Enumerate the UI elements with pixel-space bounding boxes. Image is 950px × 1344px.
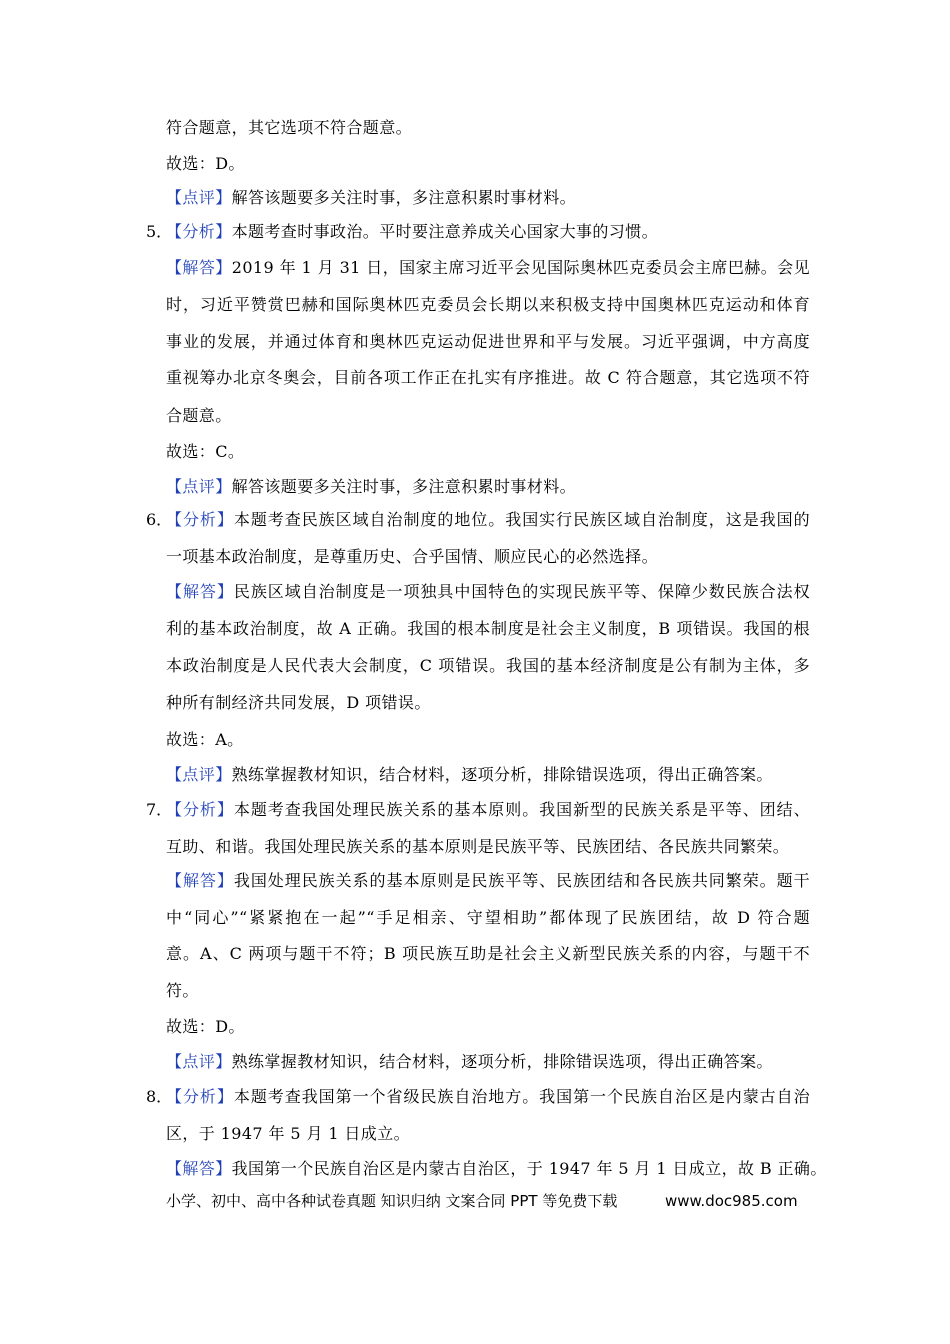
text-line bbox=[166, 117, 810, 139]
text-line bbox=[166, 1016, 810, 1038]
line-text: 故选：C。 bbox=[166, 442, 245, 461]
line-text: 本题考查我国第一个省级民族自治地方。我国第一个民族自治区是内蒙古自治 bbox=[233, 1087, 810, 1106]
footer-text: 小学、初中、高中各种试卷真题 知识归纳 文案合同 PPT 等免费下载 bbox=[166, 1192, 618, 1210]
line-text: 时，习近平赞赏巴赫和国际奥林匹克委员会长期以来积极支持中国奥林匹克运动和体育 bbox=[166, 295, 810, 314]
line-text: 故选：A。 bbox=[166, 730, 244, 749]
question-number: 6． bbox=[146, 510, 173, 529]
text-line bbox=[166, 581, 810, 603]
text-line bbox=[166, 907, 810, 929]
text-line bbox=[166, 221, 810, 243]
line-text: 我国第一个民族自治区是内蒙古自治区，于 1947 年 5 月 1 日成立，故 B 正确。 bbox=[231, 1159, 827, 1178]
text-line bbox=[166, 764, 810, 786]
line-text: 本政治制度是人民代表大会制度，C 项错误。我国的基本经济制度是公有制为主体，多 bbox=[166, 656, 810, 675]
line-text: 符合题意，其它选项不符合题意。 bbox=[166, 118, 413, 137]
text-line bbox=[166, 441, 810, 463]
text-line bbox=[166, 331, 810, 353]
text-line bbox=[166, 655, 810, 677]
text-line bbox=[166, 546, 810, 568]
text-line bbox=[166, 153, 810, 175]
text-line bbox=[166, 1123, 810, 1145]
line-text: 事业的发展，并通过体育和奥林匹克运动促进世界和平与发展。习近平强调，中方高度 bbox=[166, 332, 810, 351]
text-line bbox=[166, 294, 810, 316]
text-line bbox=[166, 367, 810, 389]
section-tag: 【解答】 bbox=[166, 1159, 232, 1178]
line-text: 区，于 1947 年 5 月 1 日成立。 bbox=[166, 1124, 410, 1143]
line-text: 本题考查我国处理民族关系的基本原则。我国新型的民族关系是平等、团结、 bbox=[233, 800, 810, 819]
text-line bbox=[166, 187, 810, 209]
question-number: 8． bbox=[146, 1087, 173, 1106]
line-text: 利的基本政治制度，故 A 正确。我国的根本制度是社会主义制度，B 项错误。我国的根 bbox=[166, 619, 810, 638]
section-tag: 【分析】 bbox=[166, 222, 232, 241]
section-tag: 【分析】 bbox=[166, 800, 234, 819]
question-number: 7． bbox=[146, 800, 173, 819]
text-line bbox=[166, 870, 810, 892]
section-tag: 【解答】 bbox=[166, 871, 234, 890]
section-tag: 【点评】 bbox=[166, 1052, 232, 1071]
text-line bbox=[166, 729, 810, 751]
line-text: 意。A、C 两项与题干不符；B 项民族互助是社会主义新型民族关系的内容，与题干不 bbox=[166, 944, 810, 963]
section-tag: 【解答】 bbox=[166, 582, 234, 601]
line-text: 熟练掌握教材知识，结合材料，逐项分析，排除错误选项，得出正确答案。 bbox=[231, 1052, 773, 1071]
line-text: 本题考查时事政治。平时要注意养成关心国家大事的习惯。 bbox=[231, 222, 659, 241]
section-tag: 【点评】 bbox=[166, 765, 232, 784]
line-text: 解答该题要多关注时事，多注意积累时事材料。 bbox=[231, 188, 577, 207]
section-tag: 【点评】 bbox=[166, 477, 232, 496]
footer-url[interactable]: www.doc985.com bbox=[665, 1192, 798, 1210]
text-line bbox=[166, 618, 810, 640]
line-text: 故选：D。 bbox=[166, 1017, 245, 1036]
line-text: 种所有制经济共同发展，D 项错误。 bbox=[166, 693, 431, 712]
text-line bbox=[166, 405, 810, 427]
section-tag: 【解答】 bbox=[166, 258, 232, 277]
line-text: 我国处理民族关系的基本原则是民族平等、民族团结和各民族共同繁荣。题干 bbox=[233, 871, 810, 890]
section-tag: 【分析】 bbox=[166, 1087, 234, 1106]
line-text: 符。 bbox=[166, 981, 199, 1000]
line-text: 2019 年 1 月 31 日，国家主席习近平会见国际奥林匹克委员会主席巴赫。会见 bbox=[231, 258, 810, 277]
line-text: 解答该题要多关注时事，多注意积累时事材料。 bbox=[231, 477, 577, 496]
line-text: 本题考查民族区域自治制度的地位。我国实行民族区域自治制度，这是我国的 bbox=[233, 510, 810, 529]
section-tag: 【点评】 bbox=[166, 188, 232, 207]
text-line bbox=[166, 799, 810, 821]
text-line bbox=[166, 1086, 810, 1108]
line-text: 故选：D。 bbox=[166, 154, 245, 173]
text-line bbox=[166, 692, 810, 714]
text-line bbox=[166, 980, 810, 1002]
text-line bbox=[166, 836, 810, 858]
text-line bbox=[166, 1158, 827, 1180]
text-line bbox=[166, 943, 810, 965]
line-text: 一项基本政治制度，是尊重历史、合乎国情、顺应民心的必然选择。 bbox=[166, 547, 659, 566]
text-line bbox=[166, 257, 810, 279]
question-number: 5． bbox=[146, 222, 173, 241]
line-text: 熟练掌握教材知识，结合材料，逐项分析，排除错误选项，得出正确答案。 bbox=[231, 765, 773, 784]
section-tag: 【分析】 bbox=[166, 510, 234, 529]
text-line bbox=[166, 509, 810, 531]
line-text: 互助、和谐。我国处理民族关系的基本原则是民族平等、民族团结、各民族共同繁荣。 bbox=[166, 837, 790, 856]
line-text: 重视筹办北京冬奥会，目前各项工作正在扎实有序推进。故 C 符合题意，其它选项不符 bbox=[166, 368, 810, 387]
line-text: 合题意。 bbox=[166, 406, 232, 425]
text-line bbox=[166, 476, 810, 498]
line-text: 中“同心”“紧紧抱在一起”“手足相亲、守望相助”都体现了民族团结，故 D 符合题 bbox=[166, 908, 810, 927]
text-line bbox=[166, 1051, 810, 1073]
line-text: 民族区域自治制度是一项独具中国特色的实现民族平等、保障少数民族合法权 bbox=[233, 582, 810, 601]
page-footer bbox=[166, 1190, 810, 1212]
